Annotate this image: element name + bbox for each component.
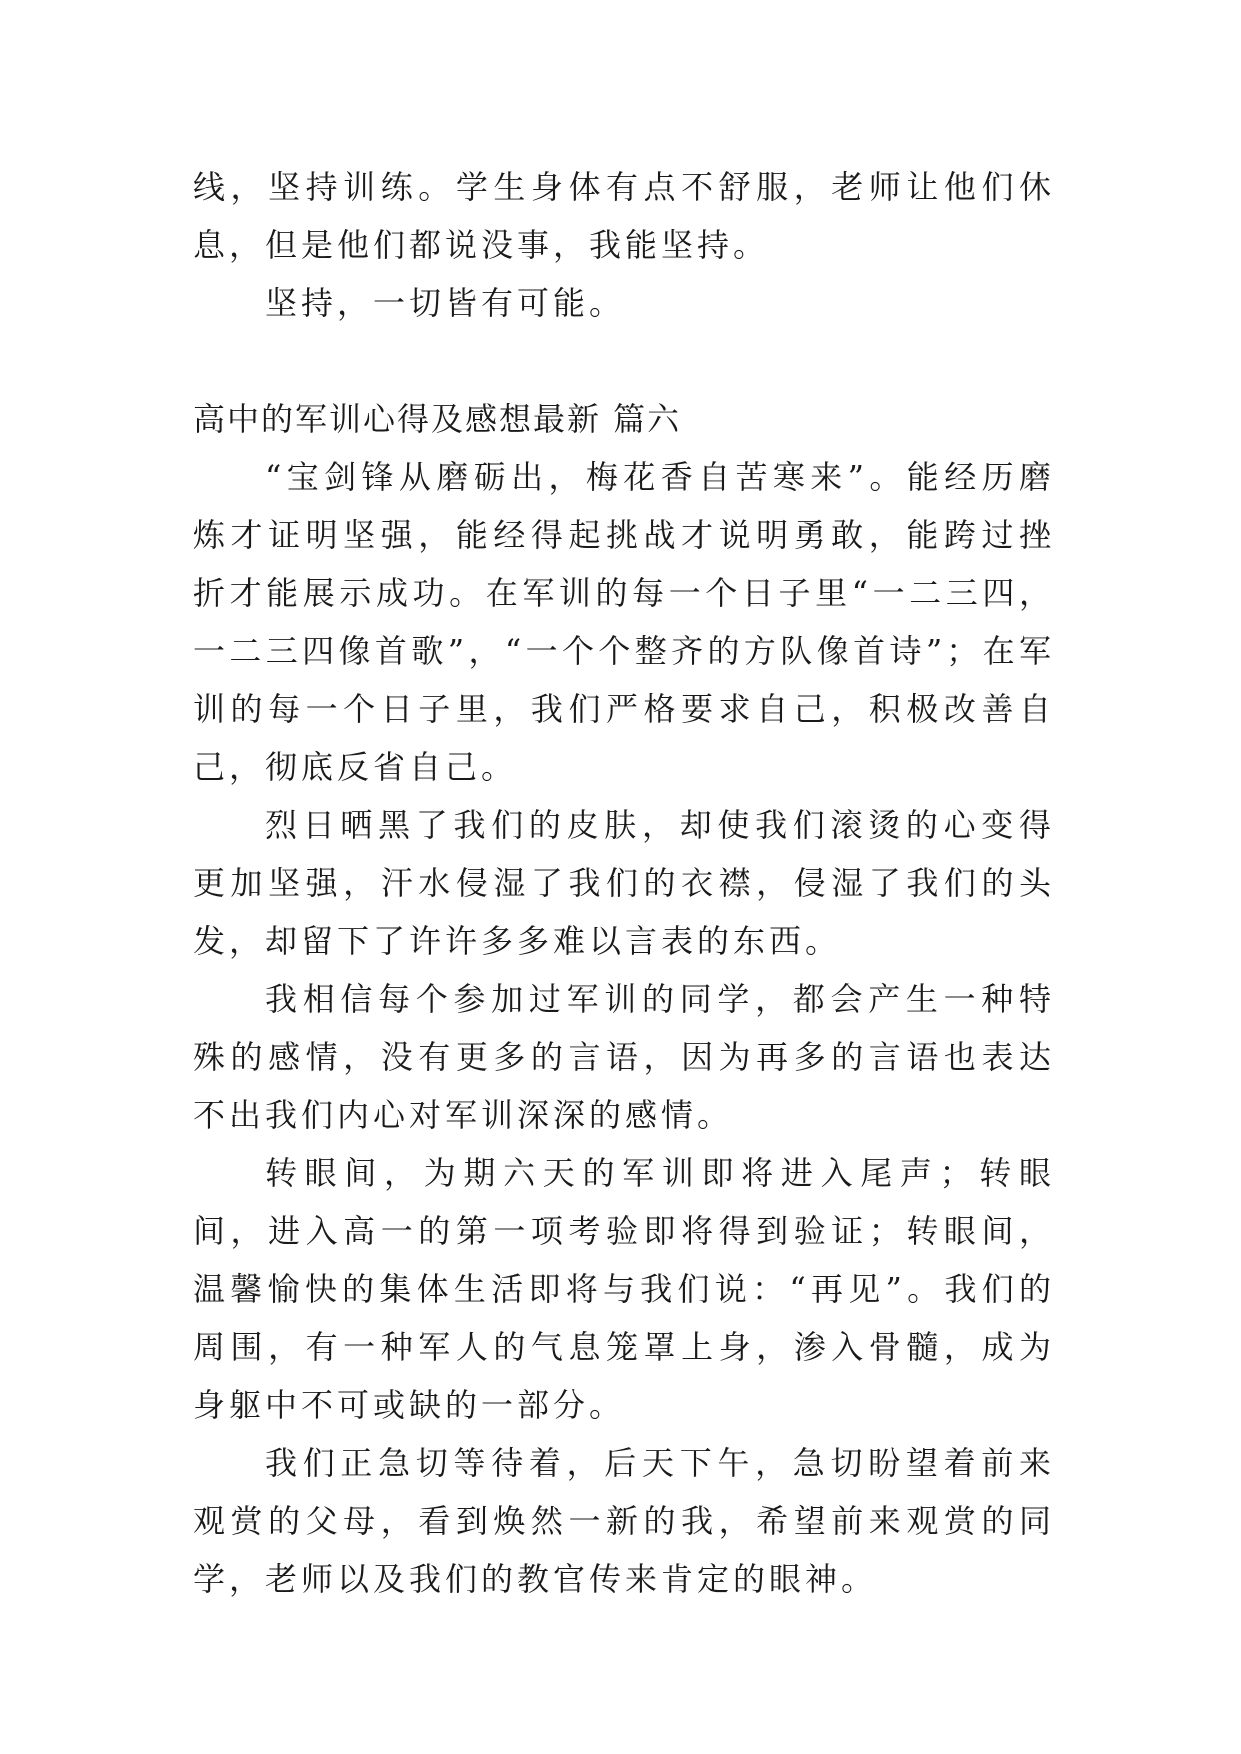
paragraph: 坚持，一切皆有可能。 — [265, 284, 626, 322]
paragraph: 烈日晒黑了我们的皮肤，却使我们滚烫的心变得更加坚强，汗水侵湿了我们的衣襟，侵湿了我们的头发，却留下了许许多多难以言表的东西。 — [193, 806, 1055, 960]
paragraph: 我相信每个参加过军训的同学，都会产生一种特殊的感情，没有更多的言语，因为再多的言语也表达不出我们内心对军训深深的感情。 — [193, 980, 1055, 1134]
continued-paragraph: 线，坚持训练。学生身体有点不舒服，老师让他们休息，但是他们都说没事，我能坚持。 — [193, 168, 1055, 264]
paragraph: 我们正急切等待着，后天下午，急切盼望着前来观赏的父母，看到焕然一新的我，希望前来观赏的同学，老师以及我们的教官传来肯定的眼神。 — [193, 1444, 1055, 1598]
paragraph: 转眼间，为期六天的军训即将进入尾声；转眼间，进入高一的第一项考验即将得到验证；转眼间，温馨愉快的集体生活即将与我们说：“再见”。我们的周围，有一种军人的气息笼罩上身，渗入骨髓，成为身躯中不可或缺的一部分。 — [193, 1154, 1055, 1424]
paragraph: “宝剑锋从磨砺出，梅花香自苦寒来”。能经历磨炼才证明坚强，能经得起挑战才说明勇敢，能跨过挫折才能展示成功。在军训的每一个日子里“一二三四，一二三四像首歌”，“一个个整齐的方队像首诗”；在军训的每一个日子里，我们严格要求自己，积极改善自己，彻底反省自己。 — [193, 458, 1055, 786]
document-body — [193, 158, 1055, 1608]
section-heading: 高中的军训心得及感想最新 篇六 — [193, 400, 682, 438]
